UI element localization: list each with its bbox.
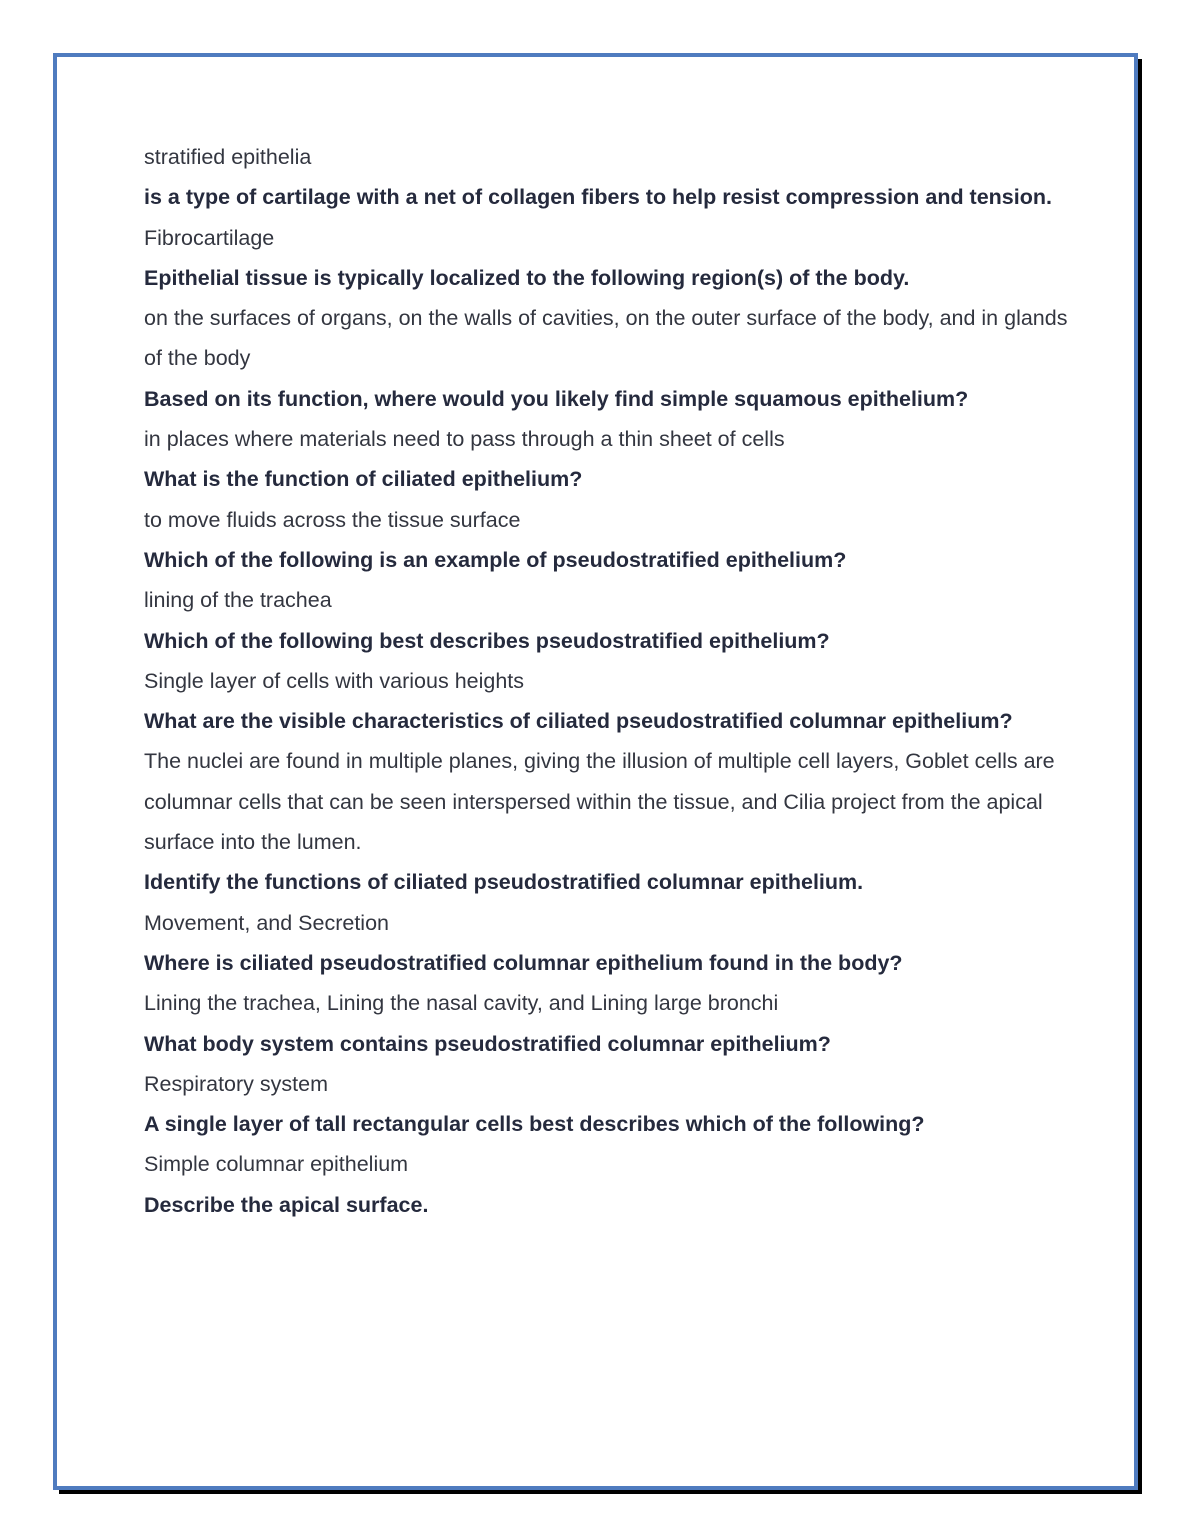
answer-text: Single layer of cells with various heights bbox=[144, 668, 525, 693]
document-body bbox=[144, 137, 1084, 1225]
answer-text: stratified epithelia bbox=[144, 145, 312, 169]
answer-text: lining of the trachea bbox=[144, 588, 332, 613]
answer-text: The nuclei are found in multiple planes, giving the illusion of multiple cell layers, Goblet cells are columnar cells that can be seen interspersed within the tissue, and Cilia project from the apical surface into the lumen. bbox=[144, 749, 1055, 855]
question-text: Where is ciliated pseudostratified columnar epithelium found in the body? bbox=[144, 950, 903, 975]
question-text: Based on its function, where would you likely find simple squamous epithelium? bbox=[144, 386, 969, 411]
answer-text: Fibrocartilage bbox=[144, 225, 275, 250]
question-text: What is the function of ciliated epithelium? bbox=[144, 467, 583, 492]
question-text: is a type of cartilage with a net of collagen fibers to help resist compression and tension. bbox=[144, 185, 1052, 210]
question-text: Describe the apical surface. bbox=[144, 1192, 429, 1217]
answer-text: Simple columnar epithelium bbox=[144, 1152, 409, 1177]
question-text: Which of the following is an example of pseudostratified epithelium? bbox=[144, 547, 847, 572]
answer-text: to move fluids across the tissue surface bbox=[144, 507, 521, 532]
question-text: Epithelial tissue is typically localized to the following region(s) of the body. bbox=[144, 265, 910, 290]
page-frame bbox=[53, 53, 1138, 1490]
question-text: Identify the functions of ciliated pseudostratified columnar epithelium. bbox=[144, 870, 864, 895]
answer-text: Movement, and Secretion bbox=[144, 910, 389, 935]
question-text: A single layer of tall rectangular cells best describes which of the following? bbox=[144, 1112, 925, 1137]
answer-text: Respiratory system bbox=[144, 1071, 328, 1096]
question-text: What body system contains pseudostratified columnar epithelium? bbox=[144, 1031, 831, 1056]
answer-text: in places where materials need to pass through a thin sheet of cells bbox=[144, 427, 785, 452]
question-text: Which of the following best describes pseudostratified epithelium? bbox=[144, 628, 830, 653]
question-text: What are the visible characteristics of ciliated pseudostratified columnar epithelium? bbox=[144, 709, 1013, 734]
answer-text: Lining the trachea, Lining the nasal cavity, and Lining large bronchi bbox=[144, 991, 779, 1016]
answer-text: on the surfaces of organs, on the walls of cavities, on the outer surface of the body, and in glands of the body bbox=[144, 306, 1068, 371]
